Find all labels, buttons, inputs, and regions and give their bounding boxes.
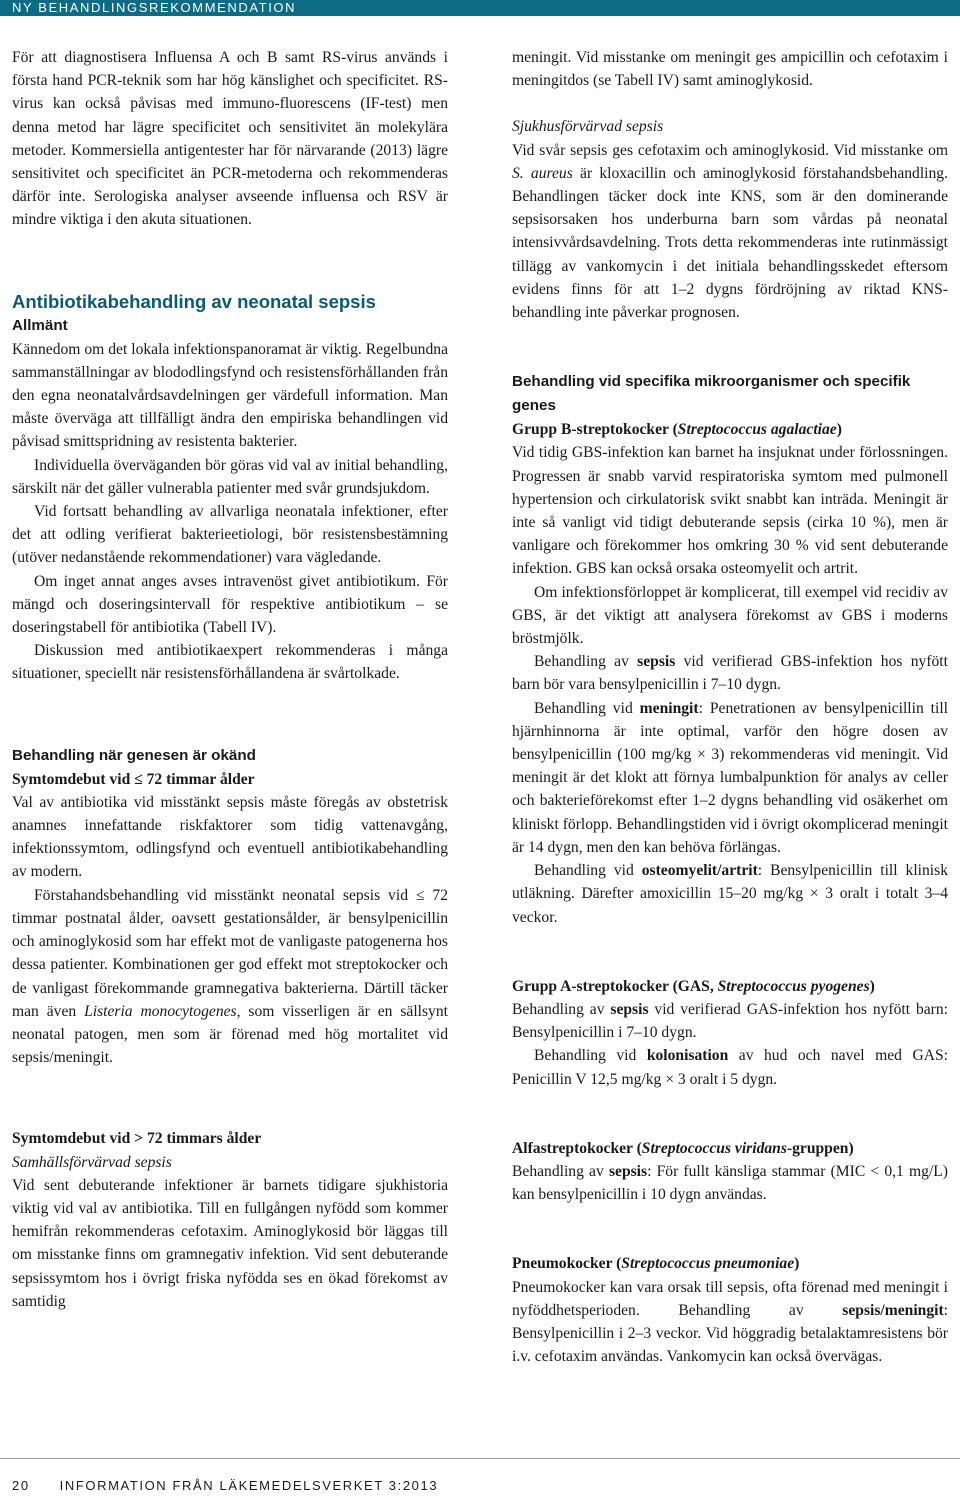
gbs-paragraph-1: Vid tidig GBS-infektion kan barnet ha insjuknat under förlossningen. Progressen är snabb varvid respiratoriska symtom med pulmonell hypertension och cirkulatorisk svikt snabbt kan inträda. Meningit är inte så vanligt vid tidigt debuterande sepsis (cirka 10 %), men är vanligare och förekommer hos omkring 30 % vid sent debuterande infektion. GBS kan också orsaka osteomyelit och artrit. (512, 444, 948, 578)
page-footer (12, 1478, 438, 1494)
publication-title: INFORMATION FRÅN LÄKEMEDELSVERKET 3:2013 (59, 1478, 439, 1493)
heading-antibiotikabehandling: Antibiotikabehandling av neonatal sepsis (12, 290, 376, 312)
heading-gbs: Grupp B-streptokocker (Streptococcus agalactiae) (512, 421, 842, 439)
gas-paragraph-2: Behandling vid kolonisation av hud och navel med GAS: Penicillin V 12,5 mg/kg × 3 oralt i 5 dygn. (512, 1047, 948, 1088)
heading-symtomdebut-sen: Symtomdebut vid > 72 timmars ålder (12, 1130, 262, 1148)
gas-paragraph-1: Behandling av sepsis vid verifierad GAS-infektion hos nyfött barn: Bensylpenicillin i 7–10 dygn. (512, 1000, 948, 1042)
allmant-paragraph-3: Vid fortsatt behandling av allvarliga neonatala infektioner, efter det att odling verifierat bakterieetiologi, bör resistensbestämning (utöver nedanstående rekommendationer) vara vägledande. (12, 503, 448, 567)
heading-symtomdebut-tidig: Symtomdebut vid ≤ 72 timmar ålder (12, 770, 255, 788)
heading-samhallsforvarvad: Samhällsförvärvad sepsis (12, 1153, 172, 1171)
heading-specifika-mikroorganismer: Behandling vid specifika mikroorganismer och specifik genes (512, 373, 911, 415)
tidig-paragraph-1: Val av antibiotika vid misstänkt sepsis måste föregås av obstetrisk anamnes innefattande riskfaktorer som tidig vattenavgång, infektionssymtom, odlingsfynd och eventuell antibiotikabehandling av modern. (12, 793, 448, 881)
pneumo-paragraph-1: Pneumokocker kan vara orsak till sepsis, ofta förenad med meningit i nyföddhetsperioden. Behandling av sepsis/meningit: Bensylpenicillin i 2–3 veckor. Vid höggradig betalaktamresistens bör i.v. cefotaxim användas. Vankomycin kan också övervägas. (512, 1278, 948, 1366)
sen-paragraph-1: Vid sent debuterande infektioner är barnets tidigare sjukhistoria viktig vid val av antibiotika. Till en fullgången nyfödd som kommer hemifrån rekommenderas cefotaxim. Aminoglykosid bör läggas till om misstanke finns om gramnegativ infektion. Vid sent debuterande sepsissymtom hos i övrigt friska nyfödda ses en ökad förekomst av samtidig (12, 1176, 448, 1310)
allmant-paragraph-2: Individuella överväganden bör göras vid val av initial behandling, särskilt när det gäller vulnerabla patienter med svår grundsjukdom. (12, 456, 448, 497)
heading-allmant: Allmänt (12, 316, 68, 334)
page-number: 20 (12, 1478, 30, 1493)
intro-paragraph: För att diagnostisera Influensa A och B samt RS-virus används i första hand PCR-teknik som har hög känslighet och specificitet. RS-virus kan också påvisas med immuno-fluorescens (IF-test) men denna metod har lägre specificitet och sensitivitet än molekylära metoder. Kommersiella antigentester har för närvarande (2013) lägre sensitivitet och specificitet än PCR-metoderna och rekommenderas därför inte. Serologiska analyser avseende influensa och RSV är mindre viktiga i den akuta situationen. (12, 49, 448, 229)
heading-alfastreptokocker: Alfastreptokocker (Streptococcus viridans-gruppen) (512, 1139, 854, 1157)
footer-divider (0, 1458, 960, 1459)
sjukhus-paragraph: Vid svår sepsis ges cefotaxim och aminoglykosid. Vid misstanke om S. aureus är kloxacillin och aminoglykosid förstahandsbehandling. Behandlingen täcker dock inte KNS, som är den dominerande sepsisorsaken hos underburna barn som vårdas på neonatal intensivvårdsavdelning. Trots detta rekommenderas inte rutinmässigt tillägg av vankomycin i det initiala behandlingsskedet eftersom evidens finns för att 1–2 dygns fördröjning av riktad KNS-behandling inte påverkar prognosen. (512, 141, 948, 322)
right-column (512, 46, 948, 1368)
allmant-paragraph-1: Kännedom om det lokala infektionspanoramat är viktig. Regelbundna sammanställningar av blododlingsfynd och resistensförhållanden från den egna neonatalvårdsavdelningen ger värdefull information. Man måste överväga att tillfälligt ändra den empiriska behandlingen vid påvisad smittspridning av resistenta bakterier. (12, 340, 448, 451)
gbs-paragraph-3: Behandling av sepsis vid verifierad GBS-infektion hos nyfött barn bör vara bensylpenicillin i 7–10 dygn. (512, 653, 948, 694)
listeria-term: Listeria monocytogenes (84, 1002, 237, 1020)
left-column (12, 46, 448, 1313)
heading-pneumokocker: Pneumokocker (Streptococcus pneumoniae) (512, 1255, 800, 1273)
gbs-paragraph-2: Om infektionsförloppet är komplicerat, till exempel vid recidiv av GBS, är det viktigt att analysera förekomst av GBS i moderns bröstmjölk. (512, 583, 948, 648)
alfa-paragraph-1: Behandling av sepsis: För fullt känsliga stammar (MIC < 0,1 mg/L) kan bensylpenicillin i 10 dygn användas. (512, 1162, 948, 1204)
heading-sjukhusforvarvad: Sjukhusförvärvad sepsis (512, 118, 664, 136)
section-header-bar (0, 0, 960, 16)
gbs-paragraph-5: Behandling vid osteomyelit/artrit: Bensylpenicillin till klinisk utläkning. Därefter amoxicillin 15–20 mg/kg × 3 oralt i totalt 3–4 veckor. (512, 862, 949, 926)
section-title: NY BEHANDLINGSREKOMMENDATION (12, 0, 297, 15)
tidig-paragraph-2: Förstahandsbehandling vid misstänkt neonatal sepsis vid ≤ 72 timmar postnatal ålder, oavsett gestationsålder, är bensylpenicillin och aminoglykosid som har effekt mot de vanligaste patogenerna hos dessa patienter. Kombinationen ger god effekt mot streptokocker och de vanligast förekommande gramnegativa bakterierna. Därtill täcker man även Listeria monocytogenes, som visserligen är en sällsynt neonatal patogen, men som är förenad med hög mortalitet vid sepsis/meningit. (12, 886, 448, 1067)
allmant-paragraph-4: Om inget annat anges avses intravenöst givet antibiotikum. För mängd och doseringsintervall för respektive antibiotikum – se doseringstabell för antibiotika (Tabell IV). (12, 572, 448, 637)
heading-genes-okand: Behandling när genesen är okänd (12, 746, 256, 764)
gbs-paragraph-4: Behandling vid meningit: Penetrationen av bensylpenicillin till hjärnhinnorna är inte optimal, varför den högre dosen av bensylpenicillin (100 mg/kg × 3) rekommenderas vid meningit. Vid meningit är det klokt att förnya lumbalpunktion för analys av celler och bakterieförekomst efter 1–2 dygns behandling vid osäkerhet om kliniskt förlopp. Behandlingstiden vid i övrigt okomplicerad meningit är 14 dygn, men den kan behöva förlängas. (512, 699, 948, 856)
meningit-continuation: meningit. Vid misstanke om meningit ges ampicillin och cefotaxim i meningitdos (se Tabell IV) samt aminoglykosid. (512, 49, 948, 90)
heading-gas: Grupp A-streptokocker (GAS, Streptococcus pyogenes) (512, 977, 875, 995)
allmant-paragraph-5: Diskussion med antibiotikaexpert rekommenderas i många situationer, speciellt när resistensförhållandena är svårtolkade. (12, 642, 448, 683)
